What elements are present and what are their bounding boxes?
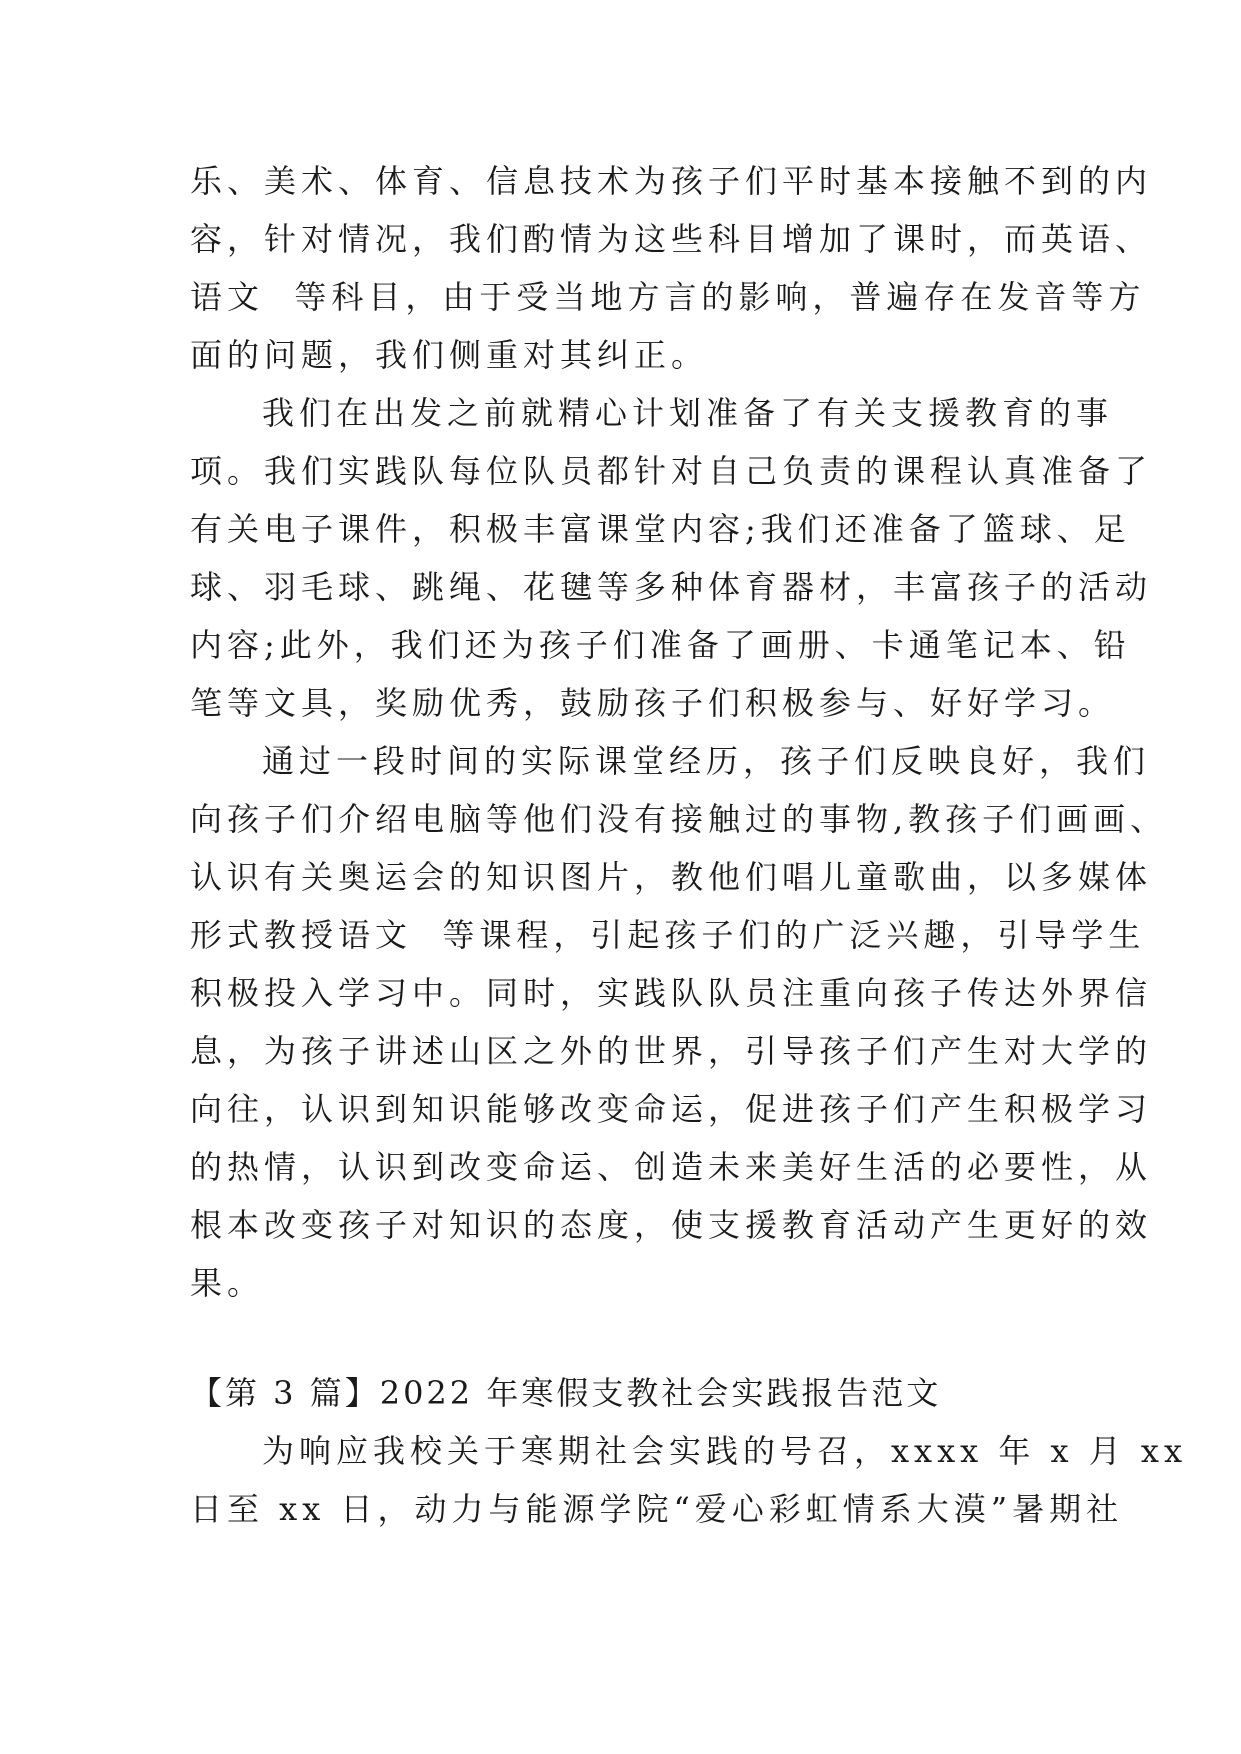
text-line: 面的问题，我们侧重对其纠正。	[190, 336, 709, 374]
text-line: 根本改变孩子对知识的态度，使支援教育活动产生更好的效	[190, 1206, 1153, 1244]
text-line: 通过一段时间的实际课堂经历，孩子们反映良好，我们	[262, 742, 1151, 780]
text-line: 向孩子们介绍电脑等他们没有接触过的事物,教孩子们画画、	[190, 800, 1168, 838]
paragraph-3	[190, 732, 1168, 1312]
text-line: 果。	[190, 1264, 265, 1302]
text-line: 球、羽毛球、跳绳、花毽等多种体育器材，丰富孩子的活动	[190, 568, 1153, 606]
text-line: 积极投入学习中。同时，实践队队员注重向孩子传达外界信	[190, 974, 1153, 1012]
text-line: 乐、美术、体育、信息技术为孩子们平时基本接触不到的内	[190, 162, 1153, 200]
text-line: 笔等文具，奖励优秀，鼓励孩子们积极参与、好好学习。	[190, 684, 1116, 722]
text-line: 语文 等科目，由于受当地方言的影响，普遍存在发音等方	[190, 278, 1146, 316]
text-line: 向往，认识到知识能够改变命运，促进孩子们产生积极学习	[190, 1090, 1153, 1128]
text-line: 认识有关奥运会的知识图片，教他们唱儿童歌曲，以多媒体	[190, 858, 1153, 896]
text-line: 内容;此外，我们还为孩子们准备了画册、卡通笔记本、铅	[190, 626, 1131, 664]
text-line: 日至 xx 日，动力与能源学院“爱心彩虹情系大漠”暑期社	[190, 1490, 1124, 1528]
text-line: 形式教授语文 等课程，引起孩子们的广泛兴趣，引导学生	[190, 916, 1146, 954]
paragraph-2	[190, 384, 1153, 732]
text-line: 为响应我校关于寒期社会实践的号召，xxxx 年 x 月 xx	[262, 1432, 1188, 1470]
text-line: 我们在出发之前就精心计划准备了有关支援教育的事	[262, 394, 1114, 432]
section-spacer	[190, 1312, 1070, 1364]
text-line: 容，针对情况，我们酌情为这些科目增加了课时，而英语、	[190, 220, 1153, 258]
paragraph-1	[190, 152, 1153, 384]
document-body	[190, 152, 1188, 1538]
text-line: 有关电子课件，积极丰富课堂内容;我们还准备了篮球、足	[190, 510, 1131, 548]
text-line: 项。我们实践队每位队员都针对自己负责的课程认真准备了	[190, 452, 1153, 490]
text-line: 息，为孩子讲述山区之外的世界，引导孩子们产生对大学的	[190, 1032, 1153, 1070]
paragraph-4	[190, 1422, 1188, 1538]
section-heading: 【第 3 篇】2022 年寒假支教社会实践报告范文	[190, 1374, 942, 1412]
text-line: 的热情，认识到改变命运、创造未来美好生活的必要性，从	[190, 1148, 1153, 1186]
